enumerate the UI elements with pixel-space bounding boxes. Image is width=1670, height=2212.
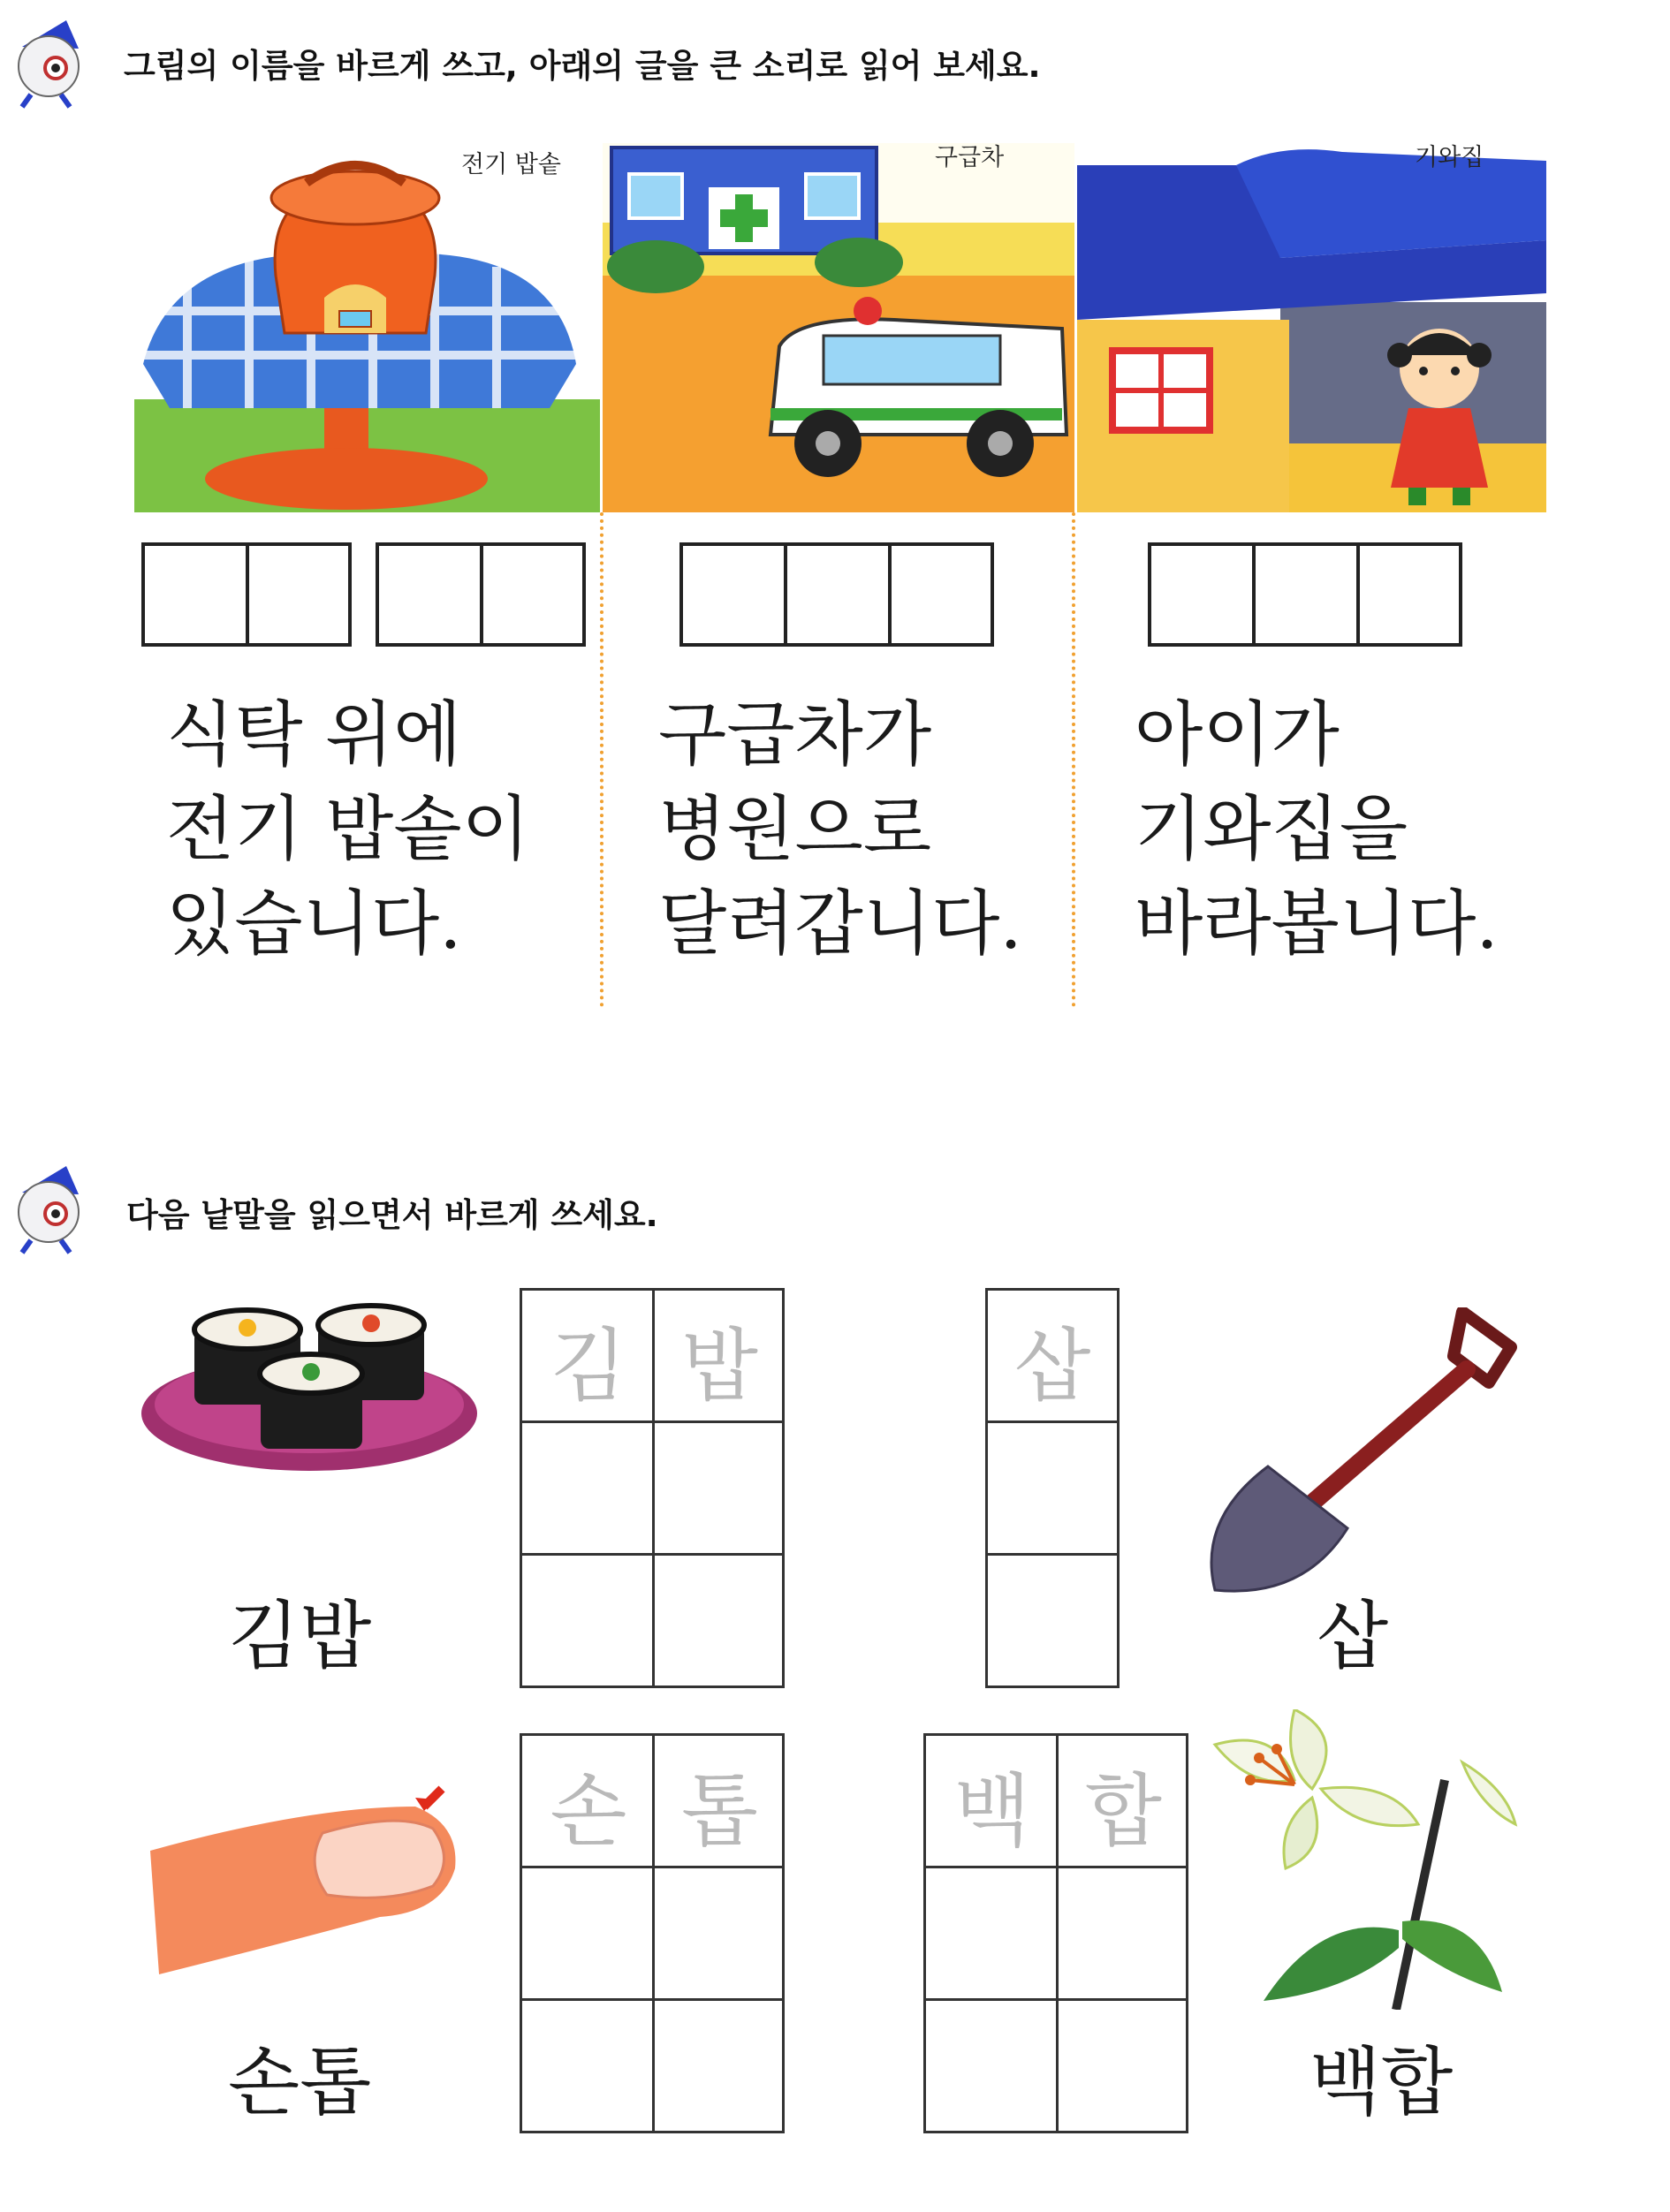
trace-character: 밥 — [681, 1320, 758, 1413]
word-label: 백합 — [1309, 2039, 1454, 2125]
trace-character: 백 — [953, 1765, 1031, 1858]
sentence-line: 있습니다. — [166, 883, 462, 965]
picture-caption: 기와집 — [1415, 144, 1484, 171]
trace-character: 손 — [550, 1765, 627, 1858]
sentence-line: 바라봅니다. — [1135, 883, 1499, 965]
sentence-line: 병원으로 — [658, 788, 932, 870]
sentence-ambulance — [658, 687, 1022, 971]
sentence-line: 전기 밥솥이 — [166, 788, 530, 870]
answer-box-rice-cooker-1[interactable] — [141, 542, 352, 647]
sentence-line: 아이가 — [1135, 693, 1340, 776]
fingernail-icon — [150, 1771, 468, 1983]
word-label: 손톱 — [228, 2039, 372, 2125]
shovel-icon — [1197, 1307, 1524, 1599]
writing-grid-lily[interactable] — [923, 1733, 1188, 2133]
writing-grid-fingernail[interactable] — [520, 1733, 785, 2133]
mascot-icon — [4, 1159, 93, 1256]
instruction-read-aloud: 그림의 이름을 바르게 쓰고, 아래의 글을 큰 소리로 읽어 보세요. — [124, 47, 1041, 85]
trace-character: 합 — [1085, 1765, 1162, 1858]
picture-ambulance — [603, 143, 1074, 512]
rice-cooker-icon — [134, 143, 600, 512]
dotted-divider — [1072, 512, 1075, 1007]
ambulance-icon — [603, 143, 1074, 512]
gimbap-icon — [137, 1299, 482, 1475]
sentence-line: 구급차가 — [658, 693, 932, 776]
picture-caption: 구급차 — [935, 144, 1005, 171]
trace-character: 삽 — [1013, 1320, 1091, 1413]
word-label: 삽 — [1317, 1593, 1389, 1679]
tiled-house-icon — [1077, 143, 1546, 512]
instruction-write-words: 다음 낱말을 읽으면서 바르게 쓰세요. — [126, 1196, 658, 1234]
dotted-divider — [600, 512, 603, 1007]
trace-character: 김 — [550, 1320, 627, 1413]
answer-box-ambulance[interactable] — [679, 542, 994, 647]
sentence-line: 달려갑니다. — [658, 883, 1022, 965]
picture-caption: 전기 밥솥 — [461, 151, 561, 178]
mascot-icon — [4, 13, 93, 110]
sentence-line: 기와집을 — [1135, 788, 1408, 870]
lily-icon — [1197, 1709, 1560, 2010]
answer-box-tiled-house[interactable] — [1148, 542, 1462, 647]
sentence-tiled-house — [1135, 687, 1499, 971]
sentence-rice-cooker — [166, 687, 530, 971]
picture-tiled-house — [1077, 143, 1546, 512]
writing-grid-shovel[interactable] — [985, 1288, 1120, 1688]
writing-grid-gimbap[interactable] — [520, 1288, 785, 1688]
picture-rice-cooker — [134, 143, 600, 512]
trace-character: 톱 — [681, 1765, 758, 1858]
answer-box-rice-cooker-2[interactable] — [376, 542, 586, 647]
word-label: 김밥 — [228, 1593, 372, 1679]
sentence-line: 식탁 위에 — [166, 693, 462, 776]
